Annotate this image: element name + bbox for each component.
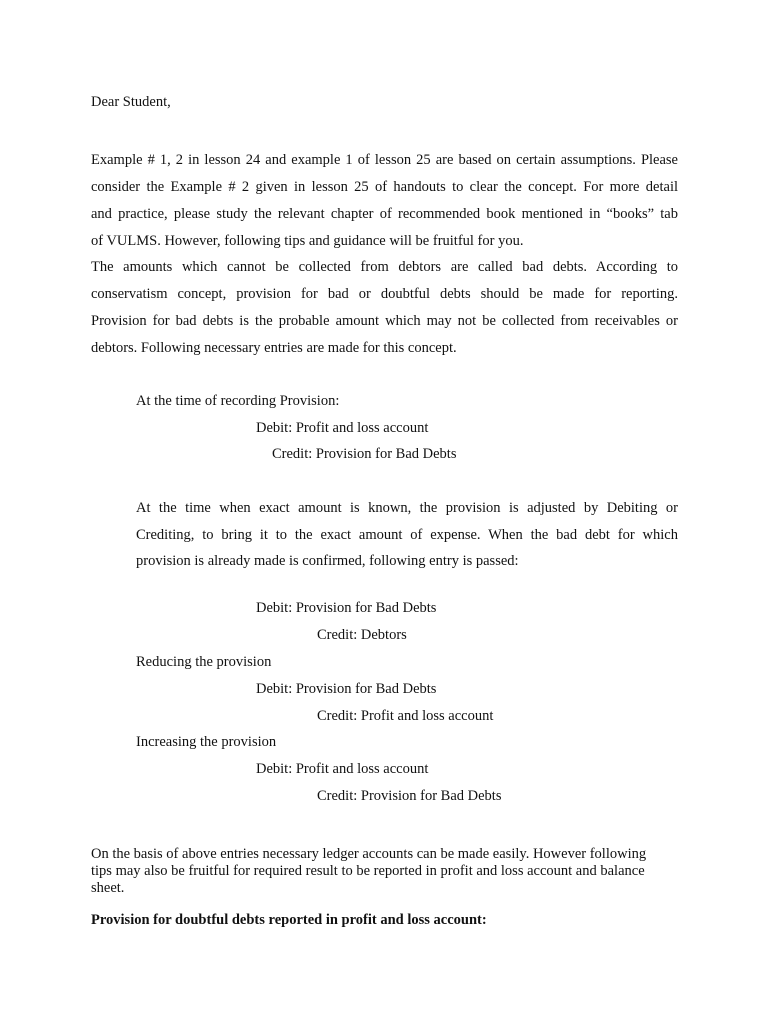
intro-line-2: consider the Example # 2 given in lesson 25 of handouts to clear the concept. For more detail (91, 179, 678, 195)
recording-debit: Debit: Profit and loss account (256, 420, 429, 436)
recording-credit: Credit: Provision for Bad Debts (272, 446, 457, 462)
reducing-credit: Credit: Profit and loss account (317, 708, 494, 724)
section-heading: Provision for doubtful debts reported in profit and loss account: (91, 912, 487, 928)
concept-line-4: debtors. Following necessary entries are made for this concept. (91, 340, 457, 356)
intro-line-1: Example # 1, 2 in lesson 24 and example 1 of lesson 25 are based on certain assumptions. Please (91, 152, 678, 168)
basis-line-2: tips may also be fruitful for required result to be reported in profit and loss account and balance (91, 863, 645, 879)
concept-line-3: Provision for bad debts is the probable amount which may not be collected from receivables or (91, 313, 678, 329)
intro-line-4: of VULMS. However, following tips and guidance will be fruitful for you. (91, 233, 524, 249)
confirmed-debit: Debit: Provision for Bad Debts (256, 600, 437, 616)
increasing-heading: Increasing the provision (136, 734, 277, 750)
concept-line-1: The amounts which cannot be collected from debtors are called bad debts. According to (91, 259, 678, 275)
reducing-debit: Debit: Provision for Bad Debts (256, 681, 437, 697)
exact-line-3: provision is already made is confirmed, following entry is passed: (136, 553, 519, 569)
basis-line-1: On the basis of above entries necessary ledger accounts can be made easily. However following (91, 846, 647, 862)
increasing-debit: Debit: Profit and loss account (256, 761, 429, 777)
intro-line-3: and practice, please study the relevant chapter of recommended book mentioned in “books” tab (91, 206, 678, 222)
salutation: Dear Student, (91, 94, 171, 110)
exact-line-2: Crediting, to bring it to the exact amount of expense. When the bad debt for which (136, 527, 678, 543)
confirmed-credit: Credit: Debtors (317, 627, 407, 643)
recording-heading: At the time of recording Provision: (136, 393, 340, 409)
concept-line-2: conservatism concept, provision for bad or doubtful debts should be made for reporting. (91, 286, 678, 302)
reducing-heading: Reducing the provision (136, 654, 272, 670)
exact-line-1: At the time when exact amount is known, the provision is adjusted by Debiting or (136, 500, 678, 516)
basis-line-3: sheet. (91, 880, 125, 896)
increasing-credit: Credit: Provision for Bad Debts (317, 788, 502, 804)
